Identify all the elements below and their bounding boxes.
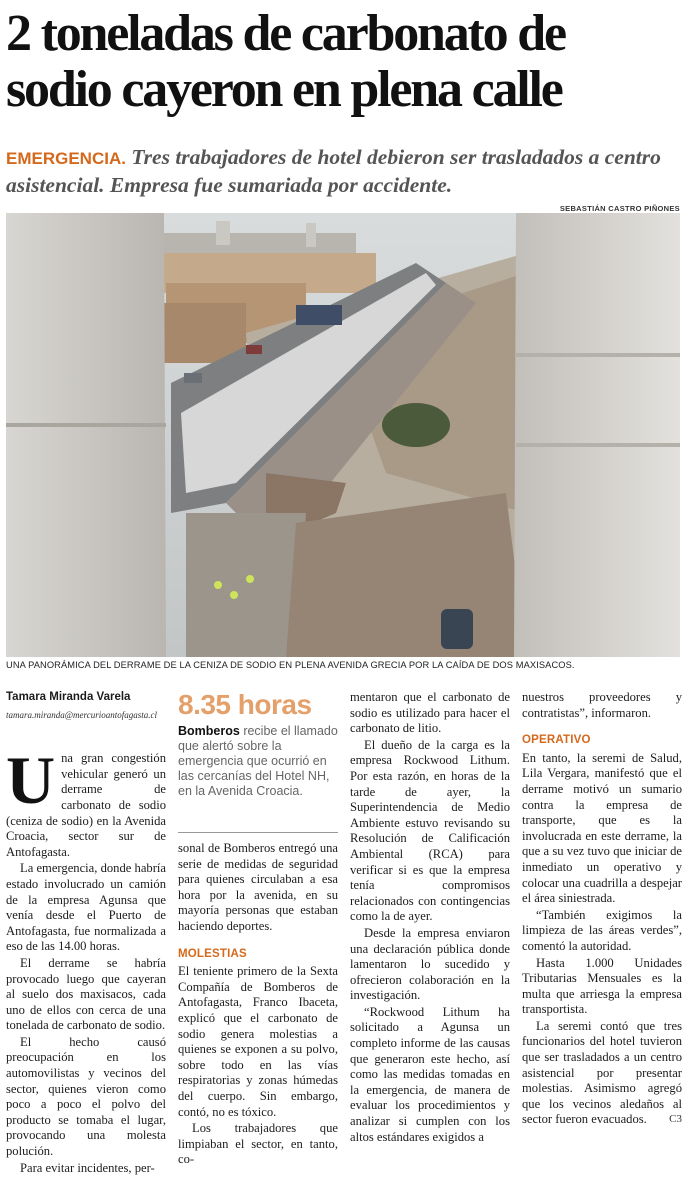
paragraph-7-start: Los trabajadores que limpiaban el sector, en tanto, co-	[178, 1121, 338, 1167]
photo-caption: UNA PANORÁMICA DEL DERRAME DE LA CENIZA DE SODIO EN PLENA AVENIDA GRECIA POR LA CAÍDA DE DOS MAXISACOS.	[6, 660, 575, 670]
article-column-3	[350, 690, 510, 1146]
article-column-2	[178, 690, 338, 1169]
paragraph-12: “También exigimos la limpieza de las áreas verdes”, comentó la autoridad.	[522, 907, 682, 953]
stat-lead: Bomberos	[178, 724, 240, 738]
paragraph-5-start: Para evitar incidentes, per-	[20, 1160, 155, 1175]
paragraph-14	[522, 1019, 682, 1128]
deck-text: Tres trabajadores de hotel debieron ser trasladados a centro asistencial. Empresa fue sumariada por accidente.	[6, 145, 661, 197]
paragraph-7-cont: mentaron que el carbonato de sodio es utilizado para hacer el carbonato de litio.	[350, 690, 510, 736]
byline-email[interactable]: tamara.miranda@mercurioantofagasta.cl	[6, 709, 157, 720]
paragraph-3: El derrame se habría provocado luego que cayeran al suelo dos maxisacos, cada uno de ellos con cerca de una tonelada de carbonato de sodio.	[6, 955, 166, 1033]
deck-kicker: EMERGENCIA.	[6, 149, 126, 168]
paragraph-6: El teniente primero de la Sexta Compañía de Bomberos de Antofagasta, Franco Ibaceta, explicó que el carbonato de sodio genera molestias a quienes se exponen a su polvo, sobre todo en las vías respiratorias y zonas húmedas del cuerpo. Sin embargo, contó, no es tóxico.	[178, 964, 338, 1119]
stat-number: 8.35 horas	[178, 689, 312, 720]
paragraph-11: En tanto, la seremi de Salud, Lila Vergara, manifestó que el derrame motivó un sumario contra la empresa de transporte, que es la involucrada en este derrame, la que a su vez tuvo que iniciar de inmediato un operativo y colocar una cuadrilla a despejar el área siniestrada.	[522, 750, 682, 906]
article-column-4	[522, 690, 682, 1129]
headline-line-2: sodio cayeron en plena calle	[6, 61, 562, 118]
article-column-1	[6, 690, 166, 1178]
deck	[6, 144, 682, 199]
paragraph-1-text: na gran congestión vehicular generó un derrame de carbonato de sodio (ceniza de sodio) en la Avenida Croacia, sector sur de Antofagasta.	[6, 751, 166, 859]
news-photo	[6, 213, 680, 657]
paragraph-10-cont: nuestros proveedores y contratistas”, informaron.	[522, 690, 682, 720]
subhead-molestias: MOLESTIAS	[178, 947, 247, 960]
paragraph-13: Hasta 1.000 Unidades Tributarias Mensuales es la multa que arriesga la empresa transportista.	[522, 955, 682, 1017]
subhead-operativo: OPERATIVO	[522, 734, 591, 747]
paragraph-4: El hecho causó preocupación en los automovilistas y vecinos del sector, quienes vieron como poco a poco el polvo del producto se tomaba el lugar, provocando una molesta polución.	[6, 1034, 166, 1159]
paragraph-10-start: “Rockwood Lithum ha solicitado a Agunsa un completo informe de las causas que generaron este hecho, así como las medidas tomadas en la emergencia, de manera de evaluar los procedimientos y analizar si cumplen con los altos estándares exigidos a	[350, 1004, 510, 1144]
paragraph-14-text: La seremi contó que tres funcionarios del hotel tuvieron que ser trasladados a un centro asistencial por presentar molestias. Asimismo agregó que los vecinos aledaños al sector fueron evacuados.	[522, 1018, 682, 1127]
paragraph-8: El dueño de la carga es la empresa Rockwood Lithum. Por esta razón, en horas de la tarde de ayer, la Superintendencia de Medio Ambiente estuvo revisando su Resolución de Calificación Ambiental (RCA) para verificar si es que la empresa tenía compromisos relacionados con contingencias como la de ayer.	[350, 737, 510, 924]
paragraph-1	[6, 742, 166, 860]
paragraph-9: Desde la empresa enviaron una declaración pública donde lamentaron lo sucedido y ofrecieron colaboración en la investigación.	[350, 925, 510, 1003]
dropcap: U	[6, 742, 56, 819]
stat-body: recibe el llamado que alertó sobre la emergencia que ocurrió en las cercanías del Hotel NH, en la Avenida Croacia.	[178, 724, 338, 798]
stat-text	[178, 724, 338, 799]
byline-name: Tamara Miranda Varela	[6, 691, 131, 703]
headline-line-1: 2 toneladas de carbonato de	[6, 5, 565, 62]
photo-illustration	[6, 213, 680, 657]
end-mark-icon: C3	[669, 1113, 682, 1126]
headline	[6, 6, 682, 118]
stat-divider	[178, 799, 338, 833]
paragraph-2: La emergencia, donde habría estado involucrado un camión de la empresa Agunsa que venía desde el Puerto de Antofagasta, fue normalizada a eso de las 14.00 horas.	[6, 861, 166, 954]
photo-credit: SEBASTIÁN CASTRO PIÑONES	[559, 204, 680, 213]
paragraph-5-cont: sonal de Bomberos entregó una serie de medidas de seguridad para quienes circulaban a esa hora por la avenida, en su mayoría personas que estaban haciendo deportes.	[178, 841, 338, 933]
